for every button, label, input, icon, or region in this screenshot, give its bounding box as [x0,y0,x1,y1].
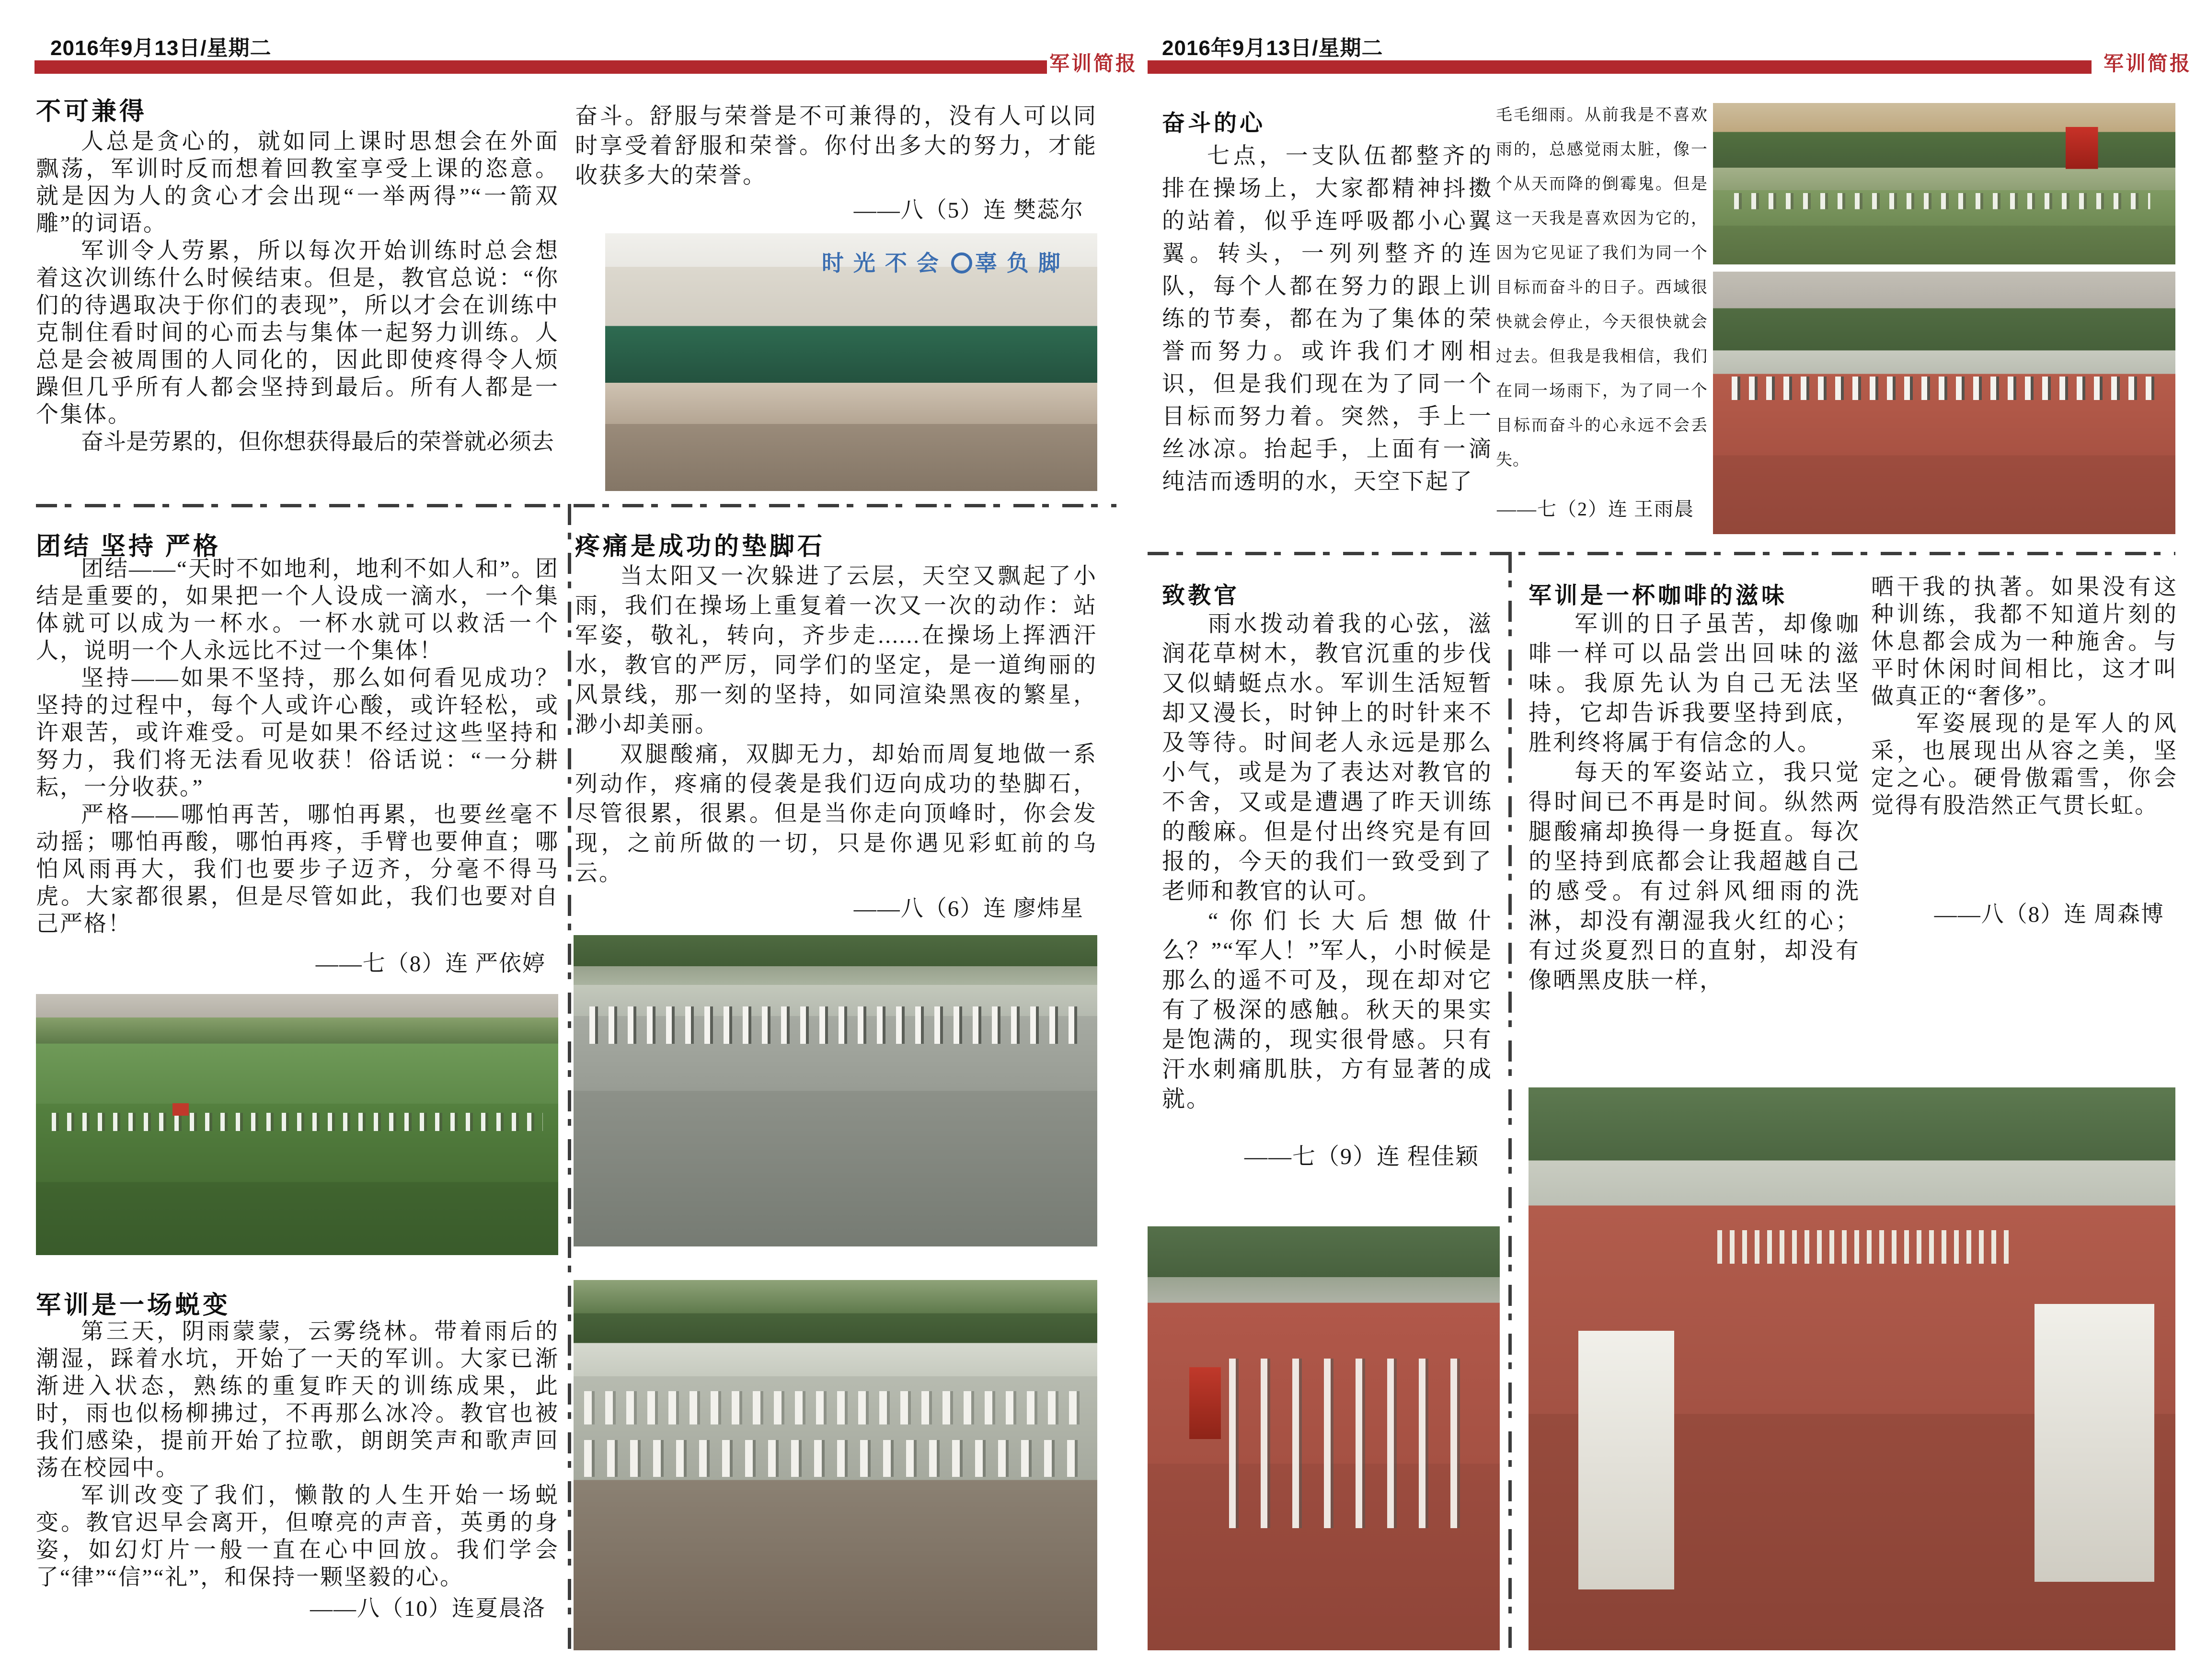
section-divider-right [1148,552,2175,555]
article-title-zhijiaoguan: 致教官 [1162,583,1240,608]
paragraph: 严格——哪怕再苦，哪怕再累，也要丝毫不动摇；哪怕再酸，哪怕再疼，手臂也要伸直；哪怕风雨再大，我们也要步子迈齐，分毫不得马虎。大家都很累，但是尽管如此，我们也要对自己严格！ [36,802,559,937]
article-title-tuanjie: 团结 坚持 严格 [36,533,221,560]
paragraph: 奋斗。舒服与荣誉是不可兼得的，没有人可以同时享受着舒服和荣誉。你付出多大的努力，才能收获多大的荣誉。 [575,104,1097,188]
article-continuation-kafei [1871,574,2178,928]
photo-track-rows [1713,272,2175,534]
header-rule-right [1148,60,2092,74]
article-title-kafei: 军训是一杯咖啡的滋味 [1529,583,1788,608]
author-signature: ——八（8）连 周森博 [1934,902,2164,927]
article-body-tengtong [575,561,1097,924]
banner-text-left: 时光不会 [821,251,948,275]
photo-flag-march [1148,1226,1500,1650]
paragraph: 晒干我的执著。如果没有这种训练，我都不知道片刻的休息都会成为一种施舍。与平时休闲时间相比，这才叫做真正的“奢侈”。 [1871,575,2178,709]
author-signature: ——八（10）连夏晨洛 [310,1596,546,1621]
paragraph: “你们长大后想做什么？”“军人！”军人，小时候是那么的遥不可及，现在却对它有了极深的感触。秋天的果实是饱满的，现实很骨感。只有汗水刺痛肌肤，方有显著的成就。 [1162,908,1493,1112]
clock-icon [951,252,972,274]
paragraph: 毛毛细雨。从前我是不喜欢雨的，总感觉雨太脏，像一个从天而降的倒霉鬼。但是这一天我是喜欢因为它的，因为它见证了我们为同一个目标而奋斗的日子。西域很快就会停止，今天很快就会过去。但我是我相信，我们在同一场雨下，为了同一个目标而奋斗的心永远不会丢失。 [1496,106,1708,469]
paragraph: 军训的日子虽苦，却像咖啡一样可以品尝出回味的滋味。我原先认为自己无法坚持，它却告诉我要坚持到底，胜利终将属于有信念的人。 [1529,611,1860,755]
photo-classroom-salute [605,233,1097,491]
author-signature: ——七（2）连 王雨晨 [1497,498,1694,520]
article-title-fendouxin: 奋斗的心 [1162,111,1266,136]
article-title-bukejiande: 不可兼得 [36,98,148,126]
article-continuation-bukejiande [575,102,1097,225]
section-divider-left [36,504,1116,507]
paragraph: 坚持——如果不坚持，那么如何看见成功？坚持的过程中，每个人或许心酸，或许轻松，或许艰苦，或许难受。可是如果不经过这些坚持和努力，我们将无法看见收获！俗话说：“一分耕耘，一分收获。” [36,666,559,800]
article-body-fendouxin [1162,140,1493,498]
paragraph: 人总是贪心的，就如同上课时思想会在外面飘荡，军训时反而想着回教室享受上课的恣意。就是因为人的贪心才会出现“一举两得”“一箭双雕”的词语。 [36,129,559,236]
article-title-tengtong: 疼痛是成功的垫脚石 [575,533,826,560]
article-body-kafei [1529,609,1860,995]
paragraph: 雨水拨动着我的心弦，滋润花草树木，教官沉重的步伐又似蜻蜓点水。军训生活短暂却又漫长，时钟上的时针来不及等待。时间老人永远是那么小气，或是为了表达对教官的不舍，又或是遭遇了昨天训练的酸麻。但是付出终究是有回报的，今天的我们一致受到了老师和教官的认可。 [1162,611,1493,904]
paragraph: 双腿酸痛，双脚无力，却始而周复地做一系列动作，疼痛的侵袭是我们迈向成功的垫脚石，尽管很累，很累。但是当你走向顶峰时，你会发现，之前所做的一切，只是你遇见彩虹前的乌云。 [575,742,1097,886]
article-body-tuanjie [36,556,559,978]
article-body-zhijiaoguan [1162,609,1493,1172]
article-body-bukejiande [36,128,559,456]
paragraph: 军训改变了我们，懒散的人生开始一场蜕变。教官迟早会离开，但嘹亮的声音，英勇的身姿，如幻灯片一般一直在心中回放。我们学会了“律”“信”“礼”，和保持一颗坚毅的心。 [36,1483,559,1590]
article-body-tuibian [36,1318,559,1623]
author-signature: ——七（9）连 程佳颖 [1244,1144,1479,1169]
paragraph: 军姿展现的是军人的风采，也展现出从容之美，坚定之心。硬骨傲霜雪，你会觉得有股浩然正气贯长虹。 [1871,711,2178,818]
masthead-right: 军训简报 [2104,53,2192,75]
author-signature: ——八（6）连 廖炜星 [853,896,1084,921]
page-date-left: 2016年9月13日/星期二 [50,36,272,60]
paragraph: 七点，一支队伍都整齐的排在操场上，大家都精神抖擞的站着，似乎连呼吸都小心翼翼。转头，一列列整齐的连队，每个人都在努力的跟上训练的节奏，都在为了集体的荣誉而努力。或许我们才刚相识，但是我们现在为了同一个目标而努力着。突然，手上一丝冰凉。抬起手，上面有一滴纯洁而透明的水，天空下起了 [1162,144,1493,494]
paragraph: 军训令人劳累，所以每次开始训练时总会想着这次训练什么时候结束。但是，教官总说：“你们的待遇取决于你们的表现”，所以才会在训练中克制住看时间的心而去与集体一起努力训练。人总是会被周围的人同化的，因此即使疼得令人烦躁但几乎所有人都会坚持到最后。所有人都是一个集体。 [36,239,559,427]
paragraph: 团结——“天时不如地利，地利不如人和”。团结是重要的，如果把一个人设成一滴水，一个集体就可以成为一杯水。一杯水就可以救活一个人，说明一个人永远比不过一个集体！ [36,557,559,663]
photo-facing-ranks [1529,1087,2175,1650]
photo-rainy-lineup [574,935,1097,1246]
column-divider-left [568,504,571,1650]
photo-student-rows [574,1280,1097,1650]
classroom-banner [822,246,1097,277]
paragraph: 奋斗是劳累的，但你想获得最后的荣誉就必须去 [81,430,554,455]
masthead-left: 军训简报 [1049,53,1138,75]
header-rule-left [34,60,1047,74]
article-continuation-fendouxin [1496,98,1708,526]
column-divider-right [1508,552,1512,1650]
article-title-tuibian: 军训是一场蜕变 [36,1292,231,1319]
page-date-right: 2016年9月13日/星期二 [1162,36,1383,60]
paragraph: 第三天，阴雨蒙蒙，云雾绕林。带着雨后的潮湿，踩着水坑，开始了一天的军训。大家已渐渐进入状态，熟练的重复昨天的训练成果，此时，雨也似杨柳拂过，不再那么冰冷。教官也被我们感染，提前开始了拉歌，朗朗笑声和歌声回荡在校园中。 [36,1319,559,1481]
author-signature: ——七（8）连 严依婷 [315,951,546,976]
photo-flag-run [1713,103,2175,264]
banner-text-right: 辜负脚 [975,251,1070,275]
paragraph: 每天的军姿站立，我只觉得时间已不再是时间。纵然两腿酸痛却换得一身挺直。每次的坚持到底都会让我超越自己的感受。有过斜风细雨的洗淋，却没有潮湿我火红的心；有过炎夏烈日的直射，却没有像晒黑皮肤一样， [1529,760,1860,993]
author-signature: ——八（5）连 樊蕊尔 [853,198,1084,223]
paragraph: 当太阳又一次躲进了云层，天空又飘起了小雨，我们在操场上重复着一次又一次的动作：站军姿，敬礼，转向，齐步走......在操场上挥洒汗水，教官的严厉，同学们的坚定，是一道绚丽的风景线，那一刻的坚持，如同渲染黑夜的繁星，渺小却美丽。 [575,564,1097,737]
photo-field-assembly [36,994,558,1255]
